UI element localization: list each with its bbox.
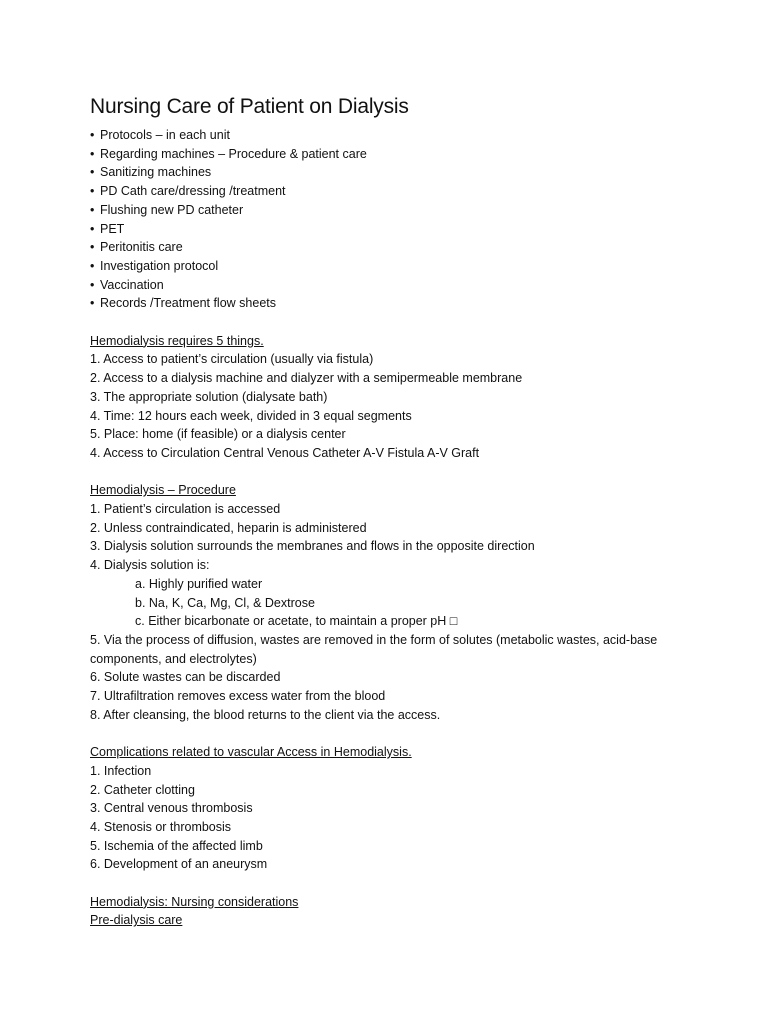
bullet-icon: • xyxy=(90,240,95,255)
spacer xyxy=(90,463,730,482)
bullet-item: • PD Cath care/dressing /treatment xyxy=(90,182,730,201)
bullet-item: • Investigation protocol xyxy=(90,257,730,276)
bullet-icon: • xyxy=(90,128,95,142)
section-heading: Hemodialysis requires 5 things. xyxy=(90,333,264,348)
bullet-item: • Peritonitis care xyxy=(90,238,730,257)
page-title: Nursing Care of Patient on Dialysis xyxy=(90,95,409,118)
section-heading: Hemodialysis – Procedure xyxy=(90,483,236,498)
sub-list-item: a. Highly purified water xyxy=(135,576,263,591)
bullet-list xyxy=(90,126,730,313)
bullet-item: • PET xyxy=(90,220,730,239)
section-subheading: Pre-dialysis care xyxy=(90,913,183,928)
list-item: 2. Access to a dialysis machine and dialyzer with a semipermeable membrane xyxy=(90,371,523,386)
bullet-icon: • xyxy=(90,202,95,217)
list-item: 8. After cleansing, the blood returns to the client via the access. xyxy=(90,707,441,722)
list-item: 4. Time: 12 hours each week, divided in 3 equal segments xyxy=(90,408,412,423)
list-item: 7. Ultrafiltration removes excess water from the blood xyxy=(90,689,386,704)
section-complications xyxy=(90,743,730,874)
bullet-icon: • xyxy=(90,258,95,273)
list-item: 4. Stenosis or thrombosis xyxy=(90,819,232,834)
list-item: 2. Catheter clotting xyxy=(90,782,195,797)
list-item: 1. Access to patient’s circulation (usually via fistula) xyxy=(90,352,374,367)
bullet-item: • Regarding machines – Procedure & patient care xyxy=(90,145,730,164)
list-item: 5. Ischemia of the affected limb xyxy=(90,838,263,853)
document-page xyxy=(90,93,730,930)
list-item: 2. Unless contraindicated, heparin is administered xyxy=(90,520,367,535)
section-heading: Hemodialysis: Nursing considerations xyxy=(90,894,299,909)
bullet-icon: • xyxy=(90,296,95,311)
spacer xyxy=(90,313,730,332)
section-hemodialysis-procedure xyxy=(90,481,730,724)
bullet-item: • Flushing new PD catheter xyxy=(90,201,730,220)
list-item: 5. Via the process of diffusion, wastes are removed in the form of solutes (metabolic wastes, acid-base components, and electrolytes) xyxy=(90,632,658,666)
list-item: 3. The appropriate solution (dialysate bath) xyxy=(90,389,328,404)
list-item: 4. Access to Circulation Central Venous Catheter A-V Fistula A-V Graft xyxy=(90,445,480,460)
list-item: 6. Development of an aneurysm xyxy=(90,857,268,872)
section-hemodialysis-requirements xyxy=(90,332,730,463)
sub-list-item: c. Either bicarbonate or acetate, to maintain a proper pH □ xyxy=(135,614,458,629)
list-item: 5. Place: home (if feasible) or a dialysis center xyxy=(90,427,346,442)
bullet-icon: • xyxy=(90,221,95,236)
section-nursing-considerations xyxy=(90,893,730,930)
bullet-item: • Protocols – in each unit xyxy=(90,126,730,145)
bullet-item: • Records /Treatment flow sheets xyxy=(90,294,730,313)
bullet-item: • Sanitizing machines xyxy=(90,163,730,182)
list-item: 3. Central venous thrombosis xyxy=(90,801,253,816)
bullet-icon: • xyxy=(90,184,95,199)
sub-list-item: b. Na, K, Ca, Mg, Cl, & Dextrose xyxy=(135,595,315,610)
list-item: 6. Solute wastes can be discarded xyxy=(90,670,281,685)
section-heading: Complications related to vascular Access in Hemodialysis. xyxy=(90,745,412,760)
spacer xyxy=(90,724,730,743)
bullet-icon: • xyxy=(90,165,95,180)
bullet-item: • Vaccination xyxy=(90,276,730,295)
list-item: 3. Dialysis solution surrounds the membranes and flows in the opposite direction xyxy=(90,539,535,554)
list-item: 1. Infection xyxy=(90,763,152,778)
spacer xyxy=(90,874,730,893)
bullet-icon: • xyxy=(90,146,95,161)
bullet-icon: • xyxy=(90,277,95,292)
list-item: 1. Patient’s circulation is accessed xyxy=(90,502,281,517)
list-item: 4. Dialysis solution is: xyxy=(90,558,210,573)
